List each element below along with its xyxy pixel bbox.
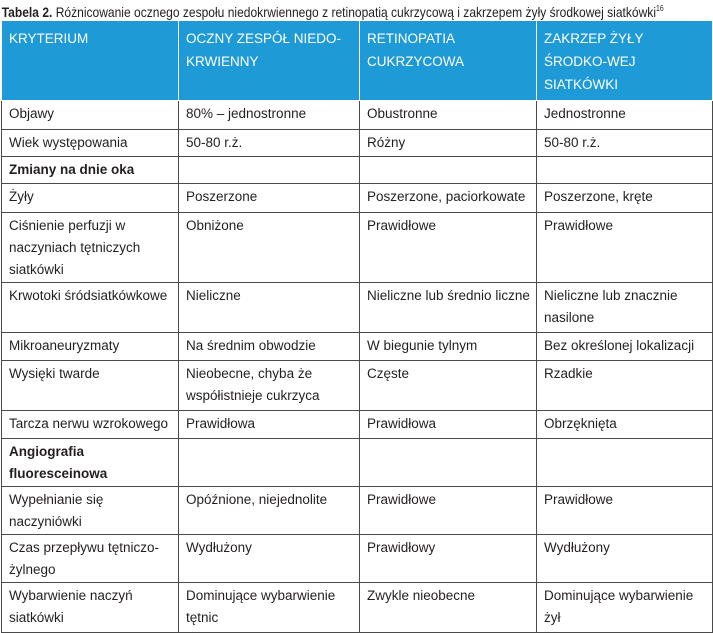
table-cell: Nieliczne [179, 283, 360, 333]
table-row [2, 213, 713, 283]
table-caption [0, 0, 707, 20]
table-cell: Poszerzone, kręte [537, 184, 713, 213]
header-central-retinal-vein-occlusion-label: ZAKRZEP ŻYŁY ŚRODKO-WEJ SIATKÓWKI [544, 31, 644, 92]
table-cell: Jednostronne [537, 101, 713, 130]
table-cell [179, 157, 360, 184]
table-cell [360, 157, 537, 184]
table-cell: Obrzęknięta [537, 411, 713, 439]
table-row [2, 130, 713, 157]
header-criterion-label: KRYTERIUM [9, 31, 89, 46]
table-cell: Opóźnione, niejednolite [179, 487, 360, 535]
table-row [2, 184, 713, 213]
header-row [2, 21, 713, 101]
table-cell: Mikroaneuryzmaty [2, 333, 179, 361]
table-cell: Częste [360, 361, 537, 411]
table-cell [537, 439, 713, 487]
table-cell: 80% – jednostronne [179, 101, 360, 130]
section-heading: Zmiany na dnie oka [2, 157, 179, 184]
section-row [2, 157, 713, 184]
header-diabetic-retinopathy [360, 21, 537, 101]
table-row [2, 101, 713, 130]
table-cell [179, 439, 360, 487]
table-cell: Tarcza nerwu wzrokowego [2, 411, 179, 439]
table-cell: Wydłużony [179, 535, 360, 583]
table-cell: W biegunie tylnym [360, 333, 537, 361]
table-cell: Dominujące wybarwienie żył [537, 583, 713, 633]
table-row [2, 333, 713, 361]
table-cell: 50-80 r.ż. [537, 130, 713, 157]
table-row [2, 283, 713, 333]
caption-text: Różnicowanie ocznego zespołu niedokrwiennego z retinopatią cukrzycową i zakrzepem żyły środkowej siatkówki [52, 4, 657, 20]
table-cell: Na średnim obwodzie [179, 333, 360, 361]
caption-label: Tabela 2. [1, 4, 53, 20]
table-row [2, 487, 713, 535]
table-cell: Wysięki twarde [2, 361, 179, 411]
table-cell: Rzadkie [537, 361, 713, 411]
table-cell: Prawidłowe [360, 487, 537, 535]
table-cell: Żyły [2, 184, 179, 213]
table-cell: Prawidłowe [537, 213, 713, 283]
table-cell: Różny [360, 130, 537, 157]
table-cell: Poszerzone, paciorkowate [360, 184, 537, 213]
table-cell: Prawidłowe [360, 213, 537, 283]
table-cell: Prawidłowy [360, 535, 537, 583]
table-cell: Ciśnienie perfuzji w naczyniach tętniczych siatkówki [2, 213, 179, 283]
table-cell: Prawidłowa [179, 411, 360, 439]
table-cell: Dominujące wybarwienie tętnic [179, 583, 360, 633]
header-criterion [2, 21, 179, 101]
table-cell: Nieliczne lub średnio liczne [360, 283, 537, 333]
table-row [2, 361, 713, 411]
table-cell: Zwykle nieobecne [360, 583, 537, 633]
table-cell: Prawidłowe [537, 487, 713, 535]
table-row [2, 535, 713, 583]
section-heading: Angiografia fluoresceinowa [2, 439, 179, 487]
table-cell: Prawidłowa [360, 411, 537, 439]
header-ocular-ischemic-syndrome [179, 21, 360, 101]
header-central-retinal-vein-occlusion [537, 21, 713, 101]
table-cell: Czas przepływu tętniczo-żylnego [2, 535, 179, 583]
table-cell: 50-80 r.ż. [179, 130, 360, 157]
comparison-table [1, 20, 713, 633]
table-cell: Wydłużony [537, 535, 713, 583]
table-cell: Nieobecne, chyba że współistnieje cukrzyca [179, 361, 360, 411]
table-cell: Wypełnianie się naczyniówki [2, 487, 179, 535]
table-row [2, 583, 713, 633]
table-cell [360, 439, 537, 487]
section-row [2, 439, 713, 487]
table-cell: Nieliczne lub znacznie nasilone [537, 283, 713, 333]
table-cell: Objawy [2, 101, 179, 130]
header-diabetic-retinopathy-label: RETINOPATIA CUKRZYCOWA [367, 31, 464, 69]
header-ocular-ischemic-syndrome-label: OCZNY ZESPÓŁ NIEDO-KRWIENNY [186, 31, 342, 69]
table-row [2, 411, 713, 439]
table-cell: Poszerzone [179, 184, 360, 213]
table-cell: Obniżone [179, 213, 360, 283]
caption-reference: 16 [656, 4, 664, 13]
table-cell: Krwotoki śródsiatkówkowe [2, 283, 179, 333]
table-cell [537, 157, 713, 184]
table-cell: Wiek występowania [2, 130, 179, 157]
table-cell: Wybarwienie naczyń siatkówki [2, 583, 179, 633]
table-cell: Bez określonej lokalizacji [537, 333, 713, 361]
table-cell: Obustronne [360, 101, 537, 130]
